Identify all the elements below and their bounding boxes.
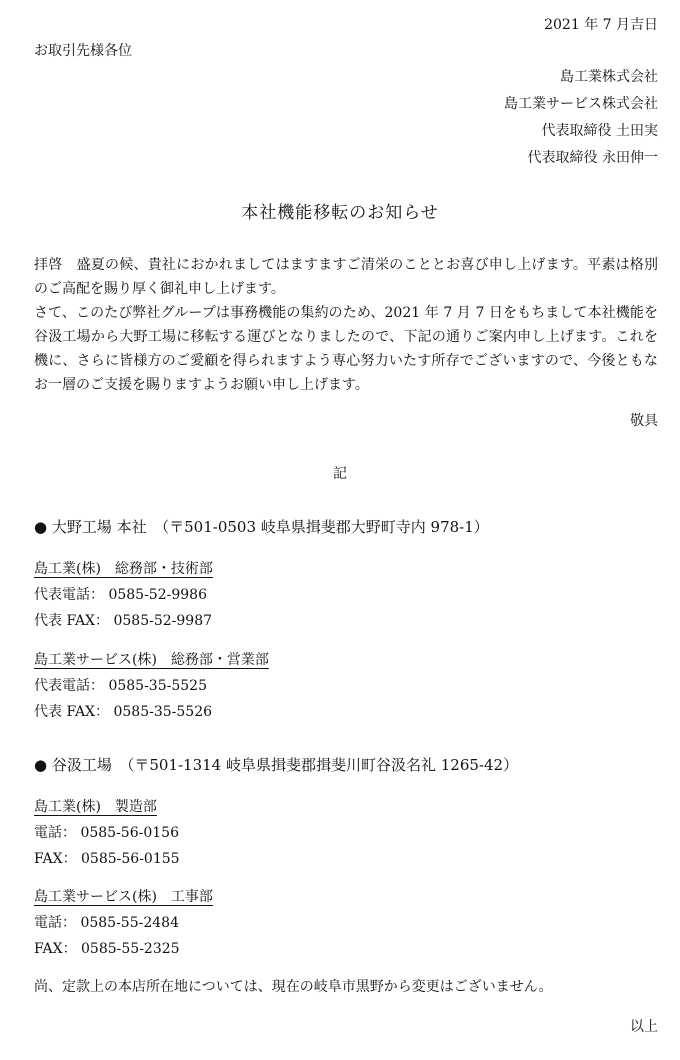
dept-name: 島工業サービス(株) 総務部・営業部 [34,652,269,668]
sender-representative-1: 代表取締役 土田実 [541,123,672,139]
dept-name: 島工業(株) 総務部・技術部 [34,561,213,577]
recipient: お取引先様各位 [34,43,132,59]
dept-name: 島工業(株) 製造部 [34,799,157,815]
letter-body [34,253,658,397]
closing-ijo: 以上 [630,1019,658,1035]
fax-line: FAX： 0585-55-2325 [34,941,180,957]
phone-line: 電話： 0585-56-0156 [34,825,179,841]
body-paragraph-greeting: 拝啓 盛夏の候、貴社におかれましてはますますご清栄のこととお喜び申し上げます。平素は格別のご高配を賜り厚く御礼申し上げます。 [34,257,658,297]
phone-line: 代表電話： 0585-35-5525 [34,678,207,694]
ki-heading: 記 [333,466,347,482]
phone-line: 代表電話： 0585-52-9986 [34,587,207,603]
phone-line: 電話： 0585-55-2484 [34,915,179,931]
fax-line: 代表 FAX： 0585-35-5526 [34,704,213,720]
letter-date: 2021 年 7 月吉日 [544,17,658,33]
body-paragraph-main: さて、このたび弊社グループは事務機能の集約のため、2021 年 7 月 7 日をもちまして本社機能を谷汲工場から大野工場に移転する運びとなりましたので、下記の通りご案内申し上げます。これを機に、さらに皆様方のご愛顧を得られますよう専心努力いたす所存でございますので、今後ともなお一層のご支援を賜りますようお願い申し上げます。 [34,305,658,393]
fax-line: 代表 FAX： 0585-52-9987 [34,613,213,629]
fax-line: FAX： 0585-56-0155 [34,851,180,867]
document-title: 本社機能移転のお知らせ [241,203,439,223]
section-heading-ono: ● 大野工場 本社 （〒501-0503 岐阜県揖斐郡大野町寺内 978-1） [34,518,489,536]
sender-company-2: 島工業サービス株式会社 [504,96,658,112]
sender-company-1: 島工業株式会社 [560,69,658,85]
sender-representative-2: 代表取締役 永田伸一 [527,150,658,166]
dept-name: 島工業サービス(株) 工事部 [34,889,213,905]
section-heading-tanigumi: ● 谷汲工場 （〒501-1314 岐阜県揖斐郡揖斐川町谷汲名礼 1265-42） [34,756,519,774]
note-text: 尚、定款上の本店所在地については、現在の岐阜市黒野から変更はございません。 [34,979,553,995]
closing-keigu: 敬具 [630,413,658,429]
